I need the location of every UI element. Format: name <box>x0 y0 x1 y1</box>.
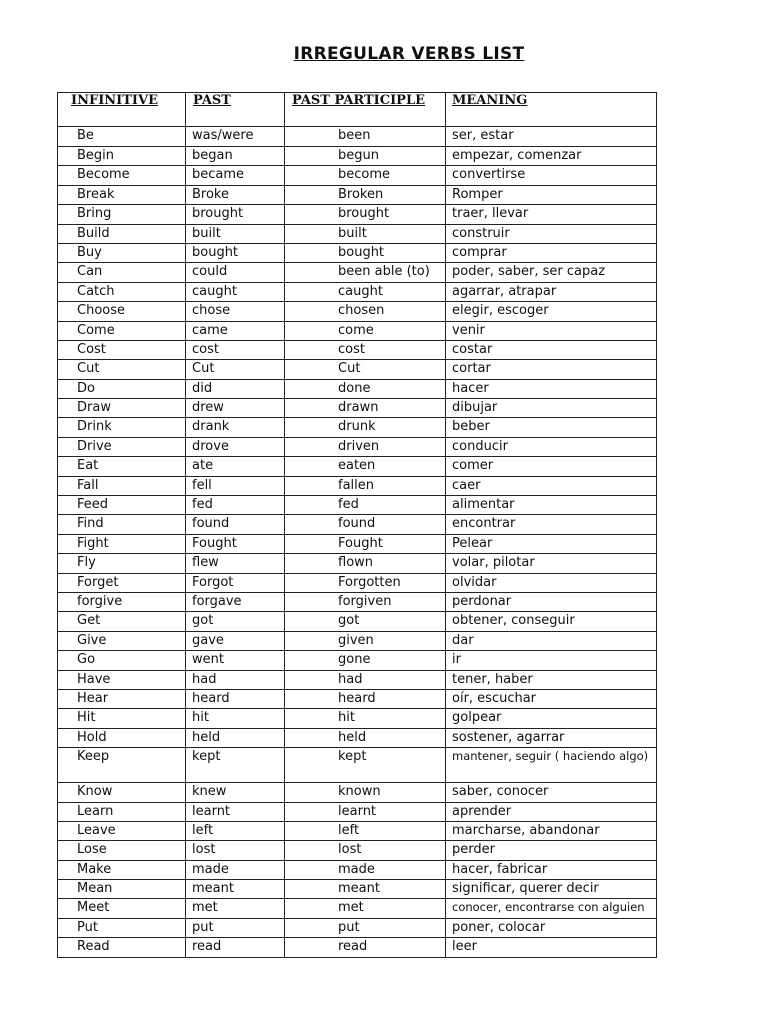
cell-past-participle: found <box>285 515 446 534</box>
cell-past-participle: brought <box>285 205 446 224</box>
cell-infinitive: Can <box>58 263 186 282</box>
table-row <box>58 802 657 821</box>
cell-meaning: comprar <box>446 243 657 262</box>
cell-infinitive: Buy <box>58 243 186 262</box>
table-row <box>58 534 657 553</box>
cell-meaning: elegir, escoger <box>446 302 657 321</box>
cell-meaning: olvidar <box>446 573 657 592</box>
cell-past: meant <box>186 880 285 899</box>
table-row <box>58 321 657 340</box>
cell-meaning: conducir <box>446 437 657 456</box>
cell-past: learnt <box>186 802 285 821</box>
irregular-verbs-table <box>57 92 657 958</box>
cell-past-participle: flown <box>285 554 446 573</box>
cell-meaning: beber <box>446 418 657 437</box>
table-row <box>58 437 657 456</box>
cell-past: found <box>186 515 285 534</box>
cell-meaning: agarrar, atrapar <box>446 282 657 301</box>
cell-past: came <box>186 321 285 340</box>
cell-past-participle: become <box>285 166 446 185</box>
table-row <box>58 918 657 937</box>
header-meaning: MEANING <box>446 93 657 127</box>
cell-meaning: comer <box>446 457 657 476</box>
cell-meaning: traer, llevar <box>446 205 657 224</box>
cell-past: Cut <box>186 360 285 379</box>
cell-past-participle: put <box>285 918 446 937</box>
cell-infinitive: Become <box>58 166 186 185</box>
cell-infinitive: Lose <box>58 841 186 860</box>
table-row <box>58 860 657 879</box>
cell-infinitive: Hear <box>58 689 186 708</box>
cell-past-participle: fallen <box>285 476 446 495</box>
cell-past-participle: forgiven <box>285 592 446 611</box>
cell-past-participle: kept <box>285 748 446 783</box>
cell-past-participle: been able (to) <box>285 263 446 282</box>
cell-past: bought <box>186 243 285 262</box>
cell-past: could <box>186 263 285 282</box>
cell-past-participle: chosen <box>285 302 446 321</box>
table-row <box>58 709 657 728</box>
cell-past: became <box>186 166 285 185</box>
cell-infinitive: Know <box>58 783 186 802</box>
table-row <box>58 282 657 301</box>
cell-past: went <box>186 651 285 670</box>
cell-meaning: dar <box>446 631 657 650</box>
table-row <box>58 147 657 166</box>
cell-infinitive: Read <box>58 938 186 957</box>
table-row <box>58 340 657 359</box>
table-row <box>58 899 657 918</box>
cell-infinitive: Put <box>58 918 186 937</box>
table-row <box>58 631 657 650</box>
cell-meaning: dibujar <box>446 399 657 418</box>
cell-past: cost <box>186 340 285 359</box>
cell-infinitive: Begin <box>58 147 186 166</box>
cell-past: made <box>186 860 285 879</box>
cell-past: chose <box>186 302 285 321</box>
cell-past: Forgot <box>186 573 285 592</box>
cell-infinitive: Keep <box>58 748 186 783</box>
cell-past: drew <box>186 399 285 418</box>
cell-infinitive: Be <box>58 127 186 147</box>
cell-meaning: ir <box>446 651 657 670</box>
cell-infinitive: Cost <box>58 340 186 359</box>
page-title: IRREGULAR VERBS LIST <box>293 44 525 64</box>
cell-infinitive: Fight <box>58 534 186 553</box>
table-row <box>58 689 657 708</box>
cell-infinitive: Have <box>58 670 186 689</box>
cell-meaning: hacer, fabricar <box>446 860 657 879</box>
table-header-row <box>58 93 657 127</box>
cell-past-participle: driven <box>285 437 446 456</box>
cell-meaning: perder <box>446 841 657 860</box>
cell-past-participle: Cut <box>285 360 446 379</box>
cell-infinitive: Go <box>58 651 186 670</box>
cell-infinitive: Mean <box>58 880 186 899</box>
cell-past: met <box>186 899 285 918</box>
cell-meaning: oír, escuchar <box>446 689 657 708</box>
table-row <box>58 166 657 185</box>
cell-past-participle: held <box>285 728 446 747</box>
table-row <box>58 880 657 899</box>
cell-past-participle: Forgotten <box>285 573 446 592</box>
cell-past: flew <box>186 554 285 573</box>
cell-meaning: poner, colocar <box>446 918 657 937</box>
cell-meaning: ser, estar <box>446 127 657 147</box>
cell-infinitive: Find <box>58 515 186 534</box>
cell-meaning: marcharse, abandonar <box>446 821 657 840</box>
cell-past-participle: left <box>285 821 446 840</box>
cell-meaning: conocer, encontrarse con alguien <box>446 899 657 918</box>
cell-past-participle: met <box>285 899 446 918</box>
table-row <box>58 302 657 321</box>
cell-meaning: empezar, comenzar <box>446 147 657 166</box>
cell-past-participle: given <box>285 631 446 650</box>
cell-infinitive: Draw <box>58 399 186 418</box>
cell-past-participle: eaten <box>285 457 446 476</box>
cell-infinitive: Hit <box>58 709 186 728</box>
cell-infinitive: Feed <box>58 496 186 515</box>
table-row <box>58 573 657 592</box>
cell-past: drank <box>186 418 285 437</box>
cell-infinitive: Learn <box>58 802 186 821</box>
table-body <box>58 127 657 958</box>
table-row <box>58 612 657 631</box>
cell-past-participle: come <box>285 321 446 340</box>
cell-meaning: golpear <box>446 709 657 728</box>
cell-meaning: mantener, seguir ( haciendo algo) <box>446 748 657 783</box>
cell-past-participle: Broken <box>285 185 446 204</box>
cell-past-participle: fed <box>285 496 446 515</box>
cell-past: brought <box>186 205 285 224</box>
cell-infinitive: Fall <box>58 476 186 495</box>
cell-meaning: costar <box>446 340 657 359</box>
cell-meaning: sostener, agarrar <box>446 728 657 747</box>
cell-meaning: caer <box>446 476 657 495</box>
cell-past: Broke <box>186 185 285 204</box>
cell-infinitive: Get <box>58 612 186 631</box>
table-row <box>58 185 657 204</box>
cell-meaning: aprender <box>446 802 657 821</box>
table-row <box>58 670 657 689</box>
table-row <box>58 418 657 437</box>
cell-meaning: Pelear <box>446 534 657 553</box>
cell-past: got <box>186 612 285 631</box>
cell-infinitive: Give <box>58 631 186 650</box>
table-row <box>58 263 657 282</box>
table-row <box>58 476 657 495</box>
cell-past: kept <box>186 748 285 783</box>
cell-infinitive: Break <box>58 185 186 204</box>
table-row <box>58 748 657 783</box>
cell-meaning: saber, conocer <box>446 783 657 802</box>
cell-meaning: Romper <box>446 185 657 204</box>
cell-past-participle: known <box>285 783 446 802</box>
cell-past: caught <box>186 282 285 301</box>
cell-past-participle: drawn <box>285 399 446 418</box>
table-row <box>58 457 657 476</box>
cell-past-participle: meant <box>285 880 446 899</box>
cell-past-participle: had <box>285 670 446 689</box>
cell-meaning: volar, pilotar <box>446 554 657 573</box>
cell-past: was/were <box>186 127 285 147</box>
cell-past: forgave <box>186 592 285 611</box>
cell-past-participle: caught <box>285 282 446 301</box>
cell-meaning: significar, querer decir <box>446 880 657 899</box>
cell-meaning: cortar <box>446 360 657 379</box>
cell-infinitive: Come <box>58 321 186 340</box>
cell-past-participle: cost <box>285 340 446 359</box>
table-row <box>58 728 657 747</box>
header-infinitive: INFINITIVE <box>58 93 186 127</box>
table-row <box>58 592 657 611</box>
table-row <box>58 821 657 840</box>
cell-past-participle: heard <box>285 689 446 708</box>
table-row <box>58 783 657 802</box>
table-row <box>58 224 657 243</box>
table-row <box>58 205 657 224</box>
cell-past: gave <box>186 631 285 650</box>
cell-infinitive: Forget <box>58 573 186 592</box>
table-row <box>58 379 657 398</box>
header-past: PAST <box>186 93 285 127</box>
table-row <box>58 515 657 534</box>
table-row <box>58 651 657 670</box>
cell-past: began <box>186 147 285 166</box>
cell-infinitive: Eat <box>58 457 186 476</box>
cell-past-participle: read <box>285 938 446 957</box>
cell-past: hit <box>186 709 285 728</box>
cell-past-participle: hit <box>285 709 446 728</box>
cell-meaning: construir <box>446 224 657 243</box>
cell-infinitive: forgive <box>58 592 186 611</box>
cell-past: built <box>186 224 285 243</box>
cell-meaning: tener, haber <box>446 670 657 689</box>
cell-past: did <box>186 379 285 398</box>
cell-infinitive: Drink <box>58 418 186 437</box>
cell-past: ate <box>186 457 285 476</box>
cell-past: held <box>186 728 285 747</box>
cell-past-participle: begun <box>285 147 446 166</box>
cell-meaning: venir <box>446 321 657 340</box>
cell-past: lost <box>186 841 285 860</box>
cell-meaning: obtener, conseguir <box>446 612 657 631</box>
table-row <box>58 841 657 860</box>
cell-past-participle: Fought <box>285 534 446 553</box>
table-row <box>58 399 657 418</box>
table-row <box>58 554 657 573</box>
cell-infinitive: Leave <box>58 821 186 840</box>
cell-past: heard <box>186 689 285 708</box>
cell-past-participle: lost <box>285 841 446 860</box>
cell-past-participle: drunk <box>285 418 446 437</box>
cell-meaning: poder, saber, ser capaz <box>446 263 657 282</box>
cell-meaning: convertirse <box>446 166 657 185</box>
cell-infinitive: Make <box>58 860 186 879</box>
table-row <box>58 496 657 515</box>
cell-meaning: hacer <box>446 379 657 398</box>
cell-past-participle: done <box>285 379 446 398</box>
cell-past-participle: gone <box>285 651 446 670</box>
table-row <box>58 243 657 262</box>
table-row <box>58 938 657 957</box>
table-row <box>58 360 657 379</box>
cell-past-participle: bought <box>285 243 446 262</box>
cell-meaning: alimentar <box>446 496 657 515</box>
cell-past: had <box>186 670 285 689</box>
cell-infinitive: Bring <box>58 205 186 224</box>
cell-past: fell <box>186 476 285 495</box>
cell-infinitive: Fly <box>58 554 186 573</box>
cell-infinitive: Catch <box>58 282 186 301</box>
cell-past-participle: been <box>285 127 446 147</box>
cell-infinitive: Drive <box>58 437 186 456</box>
cell-infinitive: Choose <box>58 302 186 321</box>
cell-past-participle: made <box>285 860 446 879</box>
cell-past: read <box>186 938 285 957</box>
cell-meaning: leer <box>446 938 657 957</box>
cell-past: drove <box>186 437 285 456</box>
cell-infinitive: Cut <box>58 360 186 379</box>
cell-past: fed <box>186 496 285 515</box>
cell-past-participle: built <box>285 224 446 243</box>
cell-infinitive: Do <box>58 379 186 398</box>
cell-infinitive: Hold <box>58 728 186 747</box>
cell-past: Fought <box>186 534 285 553</box>
cell-past: left <box>186 821 285 840</box>
cell-past: put <box>186 918 285 937</box>
header-past-participle: PAST PARTICIPLE <box>285 93 446 127</box>
cell-infinitive: Build <box>58 224 186 243</box>
cell-infinitive: Meet <box>58 899 186 918</box>
cell-meaning: perdonar <box>446 592 657 611</box>
table-row <box>58 127 657 147</box>
cell-meaning: encontrar <box>446 515 657 534</box>
cell-past-participle: got <box>285 612 446 631</box>
cell-past: knew <box>186 783 285 802</box>
cell-past-participle: learnt <box>285 802 446 821</box>
